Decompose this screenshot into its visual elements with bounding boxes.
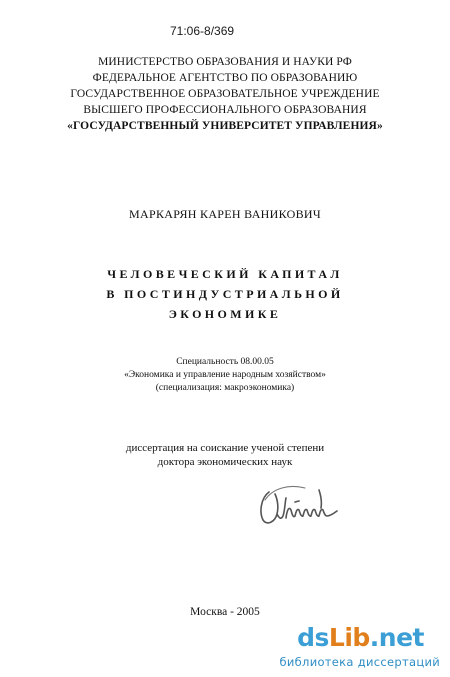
degree-block bbox=[0, 441, 450, 469]
organization-line: ВЫСШЕГО ПРОФЕССИОНАЛЬНОГО ОБРАЗОВАНИЯ bbox=[83, 104, 367, 116]
specialty-code: Специальность 08.00.05 bbox=[176, 357, 274, 367]
author-name: МАРКАРЯН КАРЕН ВАНИКОВИЧ bbox=[129, 207, 321, 221]
dissertation-title bbox=[0, 264, 450, 324]
watermark bbox=[268, 622, 446, 670]
organization-line: ГОСУДАРСТВЕННОЕ ОБРАЗОВАТЕЛЬНОЕ УЧРЕЖДЕНИЕ bbox=[70, 88, 380, 100]
logo-ds: ds bbox=[297, 623, 329, 652]
title-line: В ПОСТИНДУСТРИАЛЬНОЙ bbox=[106, 287, 344, 301]
organization-line: ФЕДЕРАЛЬНОЕ АГЕНТСТВО ПО ОБРАЗОВАНИЮ bbox=[92, 72, 358, 84]
watermark-subtitle: библиотека диссертаций bbox=[279, 655, 440, 669]
university-name: «ГОСУДАРСТВЕННЫЙ УНИВЕРСИТЕТ УПРАВЛЕНИЯ» bbox=[67, 120, 383, 132]
specialization: (специализация: макроэкономика) bbox=[155, 383, 295, 393]
registry-code: 71:06-8/369 bbox=[170, 24, 235, 38]
organization-line: МИНИСТЕРСТВО ОБРАЗОВАНИЯ И НАУКИ РФ bbox=[98, 56, 352, 68]
degree-line: диссертация на соискание ученой степени bbox=[125, 442, 325, 454]
city-year: Москва - 2005 bbox=[190, 606, 260, 618]
signature-icon bbox=[255, 480, 355, 532]
specialty-name: «Экономика и управление народным хозяйством» bbox=[124, 370, 326, 380]
specialty-block bbox=[0, 356, 450, 395]
title-line: ЧЕЛОВЕЧЕСКИЙ КАПИТАЛ bbox=[107, 267, 343, 281]
logo-net: .net bbox=[369, 623, 424, 652]
degree-line: доктора экономических наук bbox=[157, 456, 293, 468]
title-line: ЭКОНОМИКЕ bbox=[168, 307, 282, 321]
logo-lib: Lib bbox=[328, 623, 370, 652]
watermark-logo bbox=[297, 624, 424, 652]
organization-block bbox=[0, 54, 450, 134]
